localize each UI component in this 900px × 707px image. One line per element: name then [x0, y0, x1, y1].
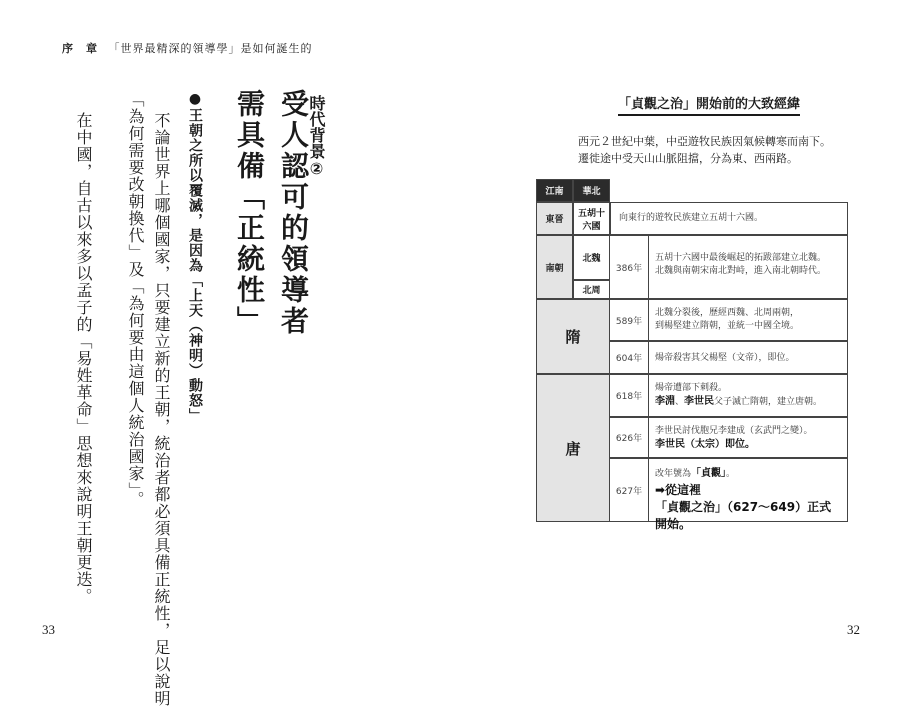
- year-627: 627年: [610, 458, 648, 522]
- timeline-title: 「貞觀之治」開始前的大致經緯: [618, 93, 800, 116]
- header-south: 江南: [536, 179, 573, 202]
- subheading: ●王朝之所以覆滅，是因為「上天（神明）動怒」: [187, 91, 203, 423]
- event-627: [648, 458, 848, 532]
- event-line: 李世民討伐胞兄李建成（玄武門之變）。: [655, 426, 813, 436]
- year-618: 618年: [610, 374, 648, 417]
- event-604: 煬帝殺害其父楊堅（文帝），即位。: [648, 341, 848, 374]
- year-604: 604年: [610, 341, 648, 374]
- dynasty-sui: 隋: [536, 299, 610, 374]
- body-text-column: 不論世界上哪個國家，只要建立新的王朝，統治者都必須具備正統性，足以說明: [152, 112, 171, 707]
- chapter-label: 序 章: [62, 42, 98, 55]
- body-text-column: 在中國，自古以來多以孟子的「易姓革命」思想來說明王朝更迭。: [74, 112, 93, 605]
- era-name: 「貞觀」: [691, 468, 727, 479]
- running-header: [62, 40, 313, 56]
- dynasty-wuhu: 五胡十六國: [573, 202, 610, 235]
- event-line: 煬帝遭部下刺殺。: [655, 383, 728, 393]
- page-number-right: 32: [847, 622, 860, 637]
- event-386: [648, 235, 848, 299]
- dynasty-beizhou: 北周: [573, 280, 610, 299]
- event-text: 父子滅亡隋朝，建立唐朝。: [714, 397, 823, 408]
- event-589: [648, 299, 848, 341]
- dynasty-nanchao: 南朝: [536, 235, 573, 299]
- event-618: [648, 374, 848, 417]
- event-line: 五胡十六國中最後崛起的拓跋部建立北魏。: [655, 253, 827, 263]
- event-626: [648, 417, 848, 458]
- event-line: 北魏分裂後，歷經西魏、北周兩朝，: [655, 308, 800, 318]
- event-line: 到楊堅建立隋朝，並統一中國全境。: [655, 321, 800, 332]
- event-wuhu: 向東行的遊牧民族建立五胡十六國。: [610, 202, 848, 235]
- event-text: 。: [726, 469, 736, 479]
- timeline-intro-line: 西元２世紀中葉，中亞遊牧民族因氣候轉寒而南下。: [578, 135, 831, 148]
- name-li-yuan: 李淵: [655, 396, 675, 408]
- section-tag: 時代背景②: [307, 95, 326, 178]
- header-north: 華北: [573, 179, 610, 202]
- page-number-left: 33: [42, 622, 55, 637]
- timeline-intro-line: 遷徙途中受天山山脈阻擋，分為東、西兩路。: [578, 152, 798, 165]
- section-title-line-1: 受人認可的領導者: [277, 89, 310, 337]
- chapter-title: 「世界最精深的領導學」是如何誕生的: [108, 42, 313, 55]
- dynasty-dongjin: 東晉: [536, 202, 573, 235]
- year-626: 626年: [610, 417, 648, 458]
- name-li-shimin: 李世民: [684, 396, 715, 408]
- body-text-column: 「為何需要改朝換代」及「為何要由這個人統治國家」。: [126, 91, 145, 508]
- separator: 、: [675, 397, 685, 408]
- event-text: 改年號為: [655, 469, 692, 479]
- dynasty-tang: 唐: [536, 374, 610, 522]
- timeline-table: [536, 179, 848, 532]
- event-line: 北魏與南朝宋南北對峙，進入南北朝時代。: [655, 266, 827, 277]
- year-386: 386年: [610, 235, 648, 299]
- year-589: 589年: [610, 299, 648, 341]
- dynasty-beiwei: 北魏: [573, 235, 610, 280]
- event-line: ➡從這裡: [655, 482, 702, 497]
- section-title-line-2: 需具備「正統性」: [233, 89, 266, 337]
- event-line: [655, 438, 841, 453]
- event-highlight: 李世民（太宗）即位。: [655, 439, 755, 451]
- event-line: [655, 395, 841, 410]
- event-line: [655, 467, 841, 482]
- event-line: 「貞觀之治」（627～649）正式開始。: [655, 499, 832, 532]
